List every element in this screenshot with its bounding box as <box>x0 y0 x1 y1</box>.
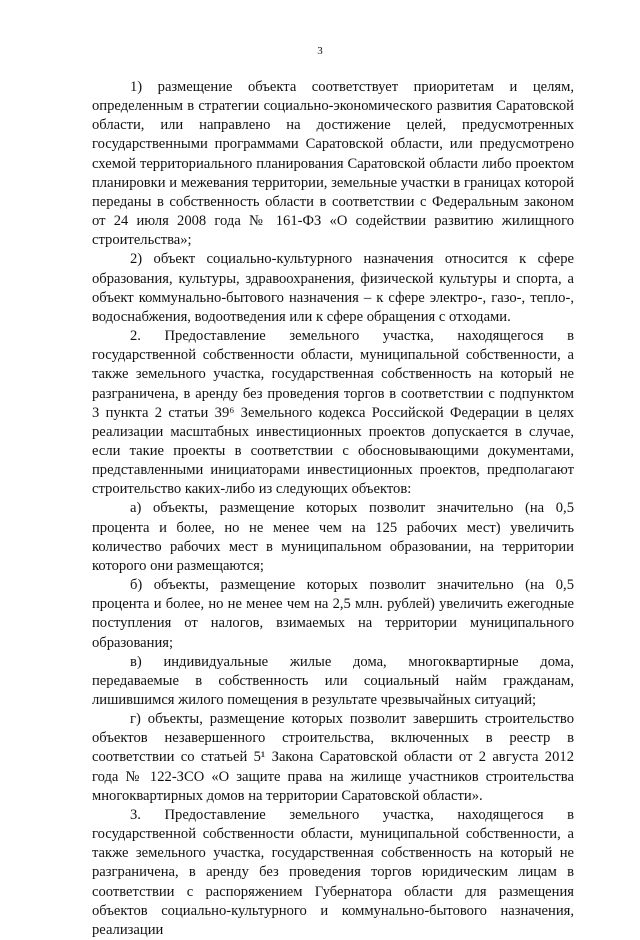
document-body <box>92 78 574 940</box>
paragraph-section-3: 3. Предоставление земельного участка, находящегося в государственной собственности области, муниципальной собственности, а также земельного участка, государственная собственность на который не разграничена, в аренду без проведения торгов юридическим лицам в соответствии с распоряжением Губернатора области для размещения объектов социально-культурного и коммунально-бытового назначения, реализации <box>92 806 574 938</box>
paragraph-item-b: б) объекты, размещение которых позволит значительно (на 0,5 процента и более, но не менее чем на 2,5 млн. рублей) увеличить ежегодные поступления от налогов, взимаемых на территории муниципального образования; <box>92 577 574 651</box>
paragraph-1-priorities: 1) размещение объекта соответствует приоритетам и целям, определенным в стратегии социально-экономического развития Саратовской области, или направлено на достижение целей, предусмотренных государственными программами Саратовской области, или предусмотрено схемой территориального планирования Саратовской области либо проектом планировки и межевания территории, земельные участки в границах которой переданы в собственность области в соответствии с Федеральным законом от 24 июля 2008 года № 161-ФЗ «О содействии развитию жилищного строительства»; <box>92 79 574 249</box>
paragraph-item-a: а) объекты, размещение которых позволит значительно (на 0,5 процента и более, но не менее чем на 125 рабочих мест) увеличить количество рабочих мест в муниципальном образовании, на территории которого они размещаются; <box>92 500 574 574</box>
paragraph-2-object-purpose: 2) объект социально-культурного назначения относится к сфере образования, культуры, здравоохранения, физической культуры и спорта, а объект коммунально-бытового назначения – к сфере электро-, газо-, тепло-, водоснабжения, водоотведения или к сфере обращения с отходами. <box>92 251 574 325</box>
page-number: 3 <box>317 45 323 57</box>
paragraph-section-2: 2. Предоставление земельного участка, находящегося в государственной собственности области, муниципальной собственности, а также земельного участка, государственная собственность на который не разграничена, в аренду без проведения торгов в соответствии с подпунктом 3 пункта 2 статьи 39⁶ Земельного кодекса Российской Федерации в целях реализации масштабных инвестиционных проектов допускается в случае, если такие проекты в соответствии с обосновывающими документами, представленными инициаторами инвестиционных проектов, предполагают строительство каких-либо из следующих объектов: <box>92 328 574 498</box>
paragraph-item-g: г) объекты, размещение которых позволит завершить строительство объектов незавершенного строительства, включенных в реестр в соответствии со статьей 5¹ Закона Саратовской области от 2 августа 2012 года № 122-ЗСО «О защите права на жилище участников строительства многоквартирных домов на территории Саратовской области». <box>92 711 574 804</box>
paragraph-item-v: в) индивидуальные жилые дома, многоквартирные дома, передаваемые в собственность или социальный найм гражданам, лишившимся жилого помещения в результате чрезвычайных ситуаций; <box>92 653 574 708</box>
